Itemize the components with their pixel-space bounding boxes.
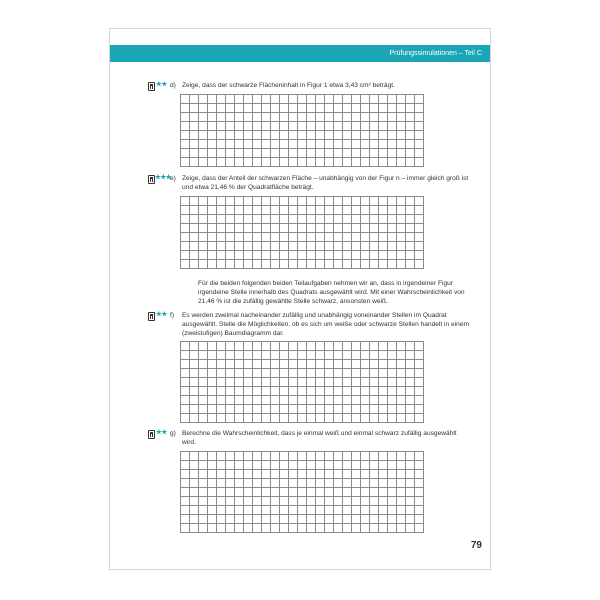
difficulty-stars: ★★ — [156, 311, 167, 318]
task-text — [170, 311, 470, 338]
task-letter: d) — [170, 82, 176, 89]
calculator-icon — [148, 312, 155, 321]
task-description: Zeige, dass der Anteil der schwarzen Fläche – unabhängig von der Figur n – immer gleich groß ist und etwa 21,46 % der Quadratfläche beträgt. — [182, 175, 469, 191]
task-letter: f) — [170, 312, 175, 319]
section-header: Prüfungssimulationen – Teil C — [110, 45, 490, 62]
intro-paragraph: Für die beiden folgenden beiden Teilaufgaben nehmen wir an, dass in irgendeiner Figur irgendeine Stelle innerhalb des Quadrats ausgewählt wird. Mit einer Wahrscheinlichkeit von 21,46 % ist die zufällig gewählte Stelle schwarz, ansonsten weiß. — [198, 280, 465, 305]
page-number: 79 — [470, 540, 482, 551]
calculator-icon — [148, 82, 155, 91]
answer-grid[interactable] — [180, 451, 424, 533]
task-f — [156, 311, 470, 338]
answer-grid[interactable] — [180, 196, 424, 269]
answer-grid[interactable] — [180, 94, 424, 167]
calculator-icon — [148, 430, 155, 439]
answer-grid[interactable] — [180, 341, 424, 423]
task-description: Berechne die Wahrscheinlichkeit, dass je einmal weiß und einmal schwarz zufällig ausgewählt wird. — [182, 430, 457, 446]
task-d — [156, 81, 470, 90]
textbook-page — [109, 28, 491, 570]
task-text — [170, 174, 470, 192]
task-letter: e) — [170, 175, 176, 182]
task-letter: g) — [170, 430, 176, 437]
task-description: Zeige, dass der schwarze Flächeninhalt in Figur 1 etwa 3,43 cm² beträgt. — [182, 82, 395, 89]
difficulty-stars: ★★ — [156, 429, 167, 436]
task-e — [155, 174, 470, 192]
task-g — [156, 429, 470, 447]
task-text — [170, 81, 470, 90]
calculator-icon — [148, 175, 155, 184]
difficulty-stars: ★★ — [156, 81, 167, 88]
difficulty-stars: ★★★ — [155, 174, 171, 181]
task-description: Es werden zweimal nacheinander zufällig und unabhängig voneinander Stellen im Quadrat ausgewählt. Stelle die Möglichkeiten, ob es sich um weiße oder schwarze Stellen handelt in einem (zweistufigen) Baumdiagramm dar. — [182, 312, 469, 337]
task-text — [170, 429, 470, 447]
